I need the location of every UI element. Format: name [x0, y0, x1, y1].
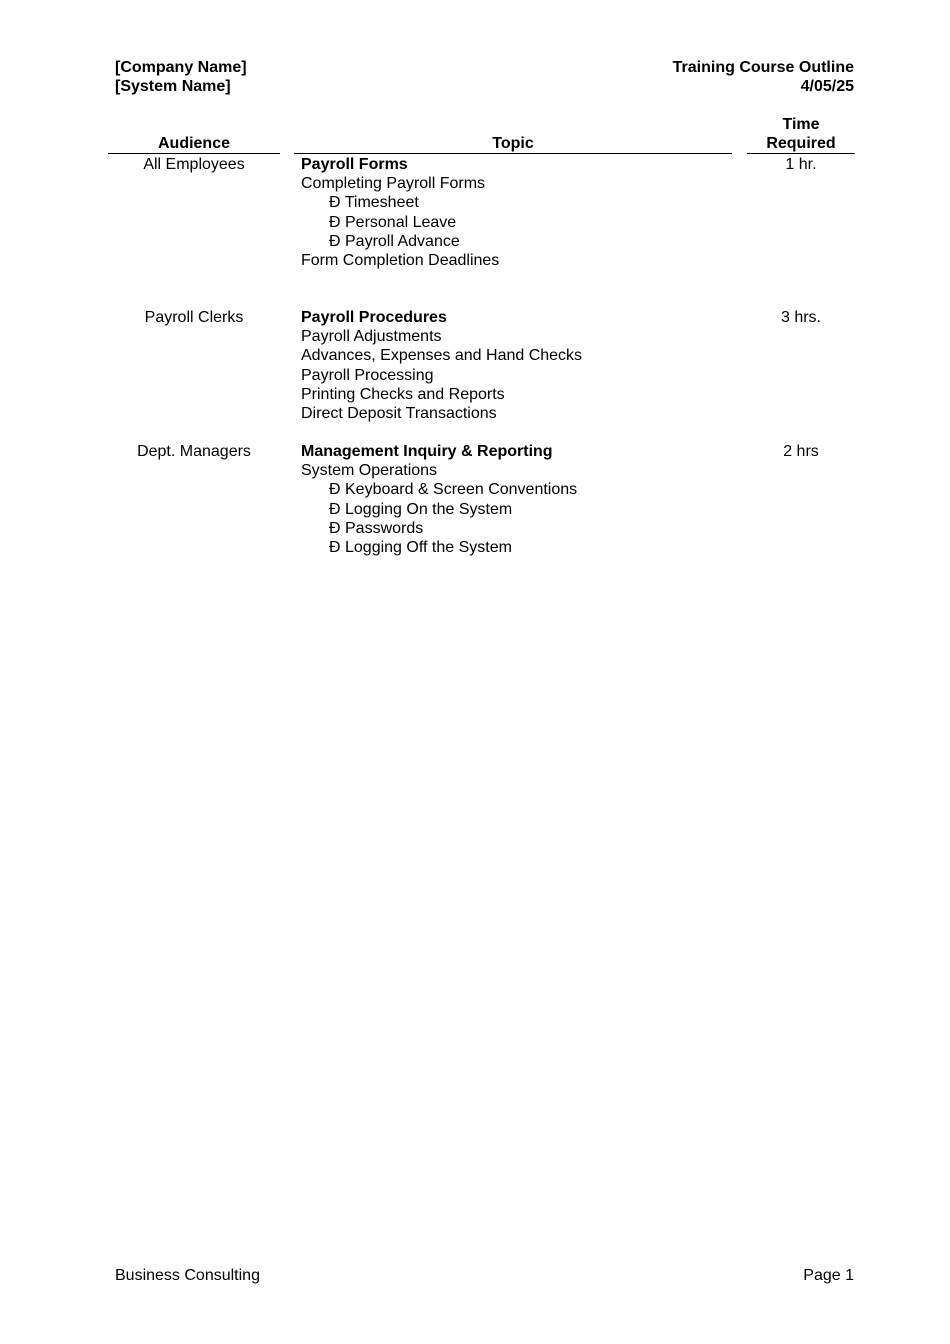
time-header-rule [747, 153, 855, 154]
topic-item: Form Completion Deadlines [301, 252, 500, 270]
topic-header-rule [294, 153, 732, 154]
topic-item: Completing Payroll Forms [301, 175, 486, 193]
company-name: [Company Name] [115, 59, 247, 76]
topic-item: Printing Checks and Reports [301, 385, 505, 403]
header-right [673, 58, 854, 96]
topic-subitem: Đ Timesheet [329, 194, 419, 212]
row-3-topic-title: Management Inquiry & Reporting [301, 443, 553, 460]
system-name: [System Name] [115, 78, 231, 95]
header-left [115, 58, 247, 96]
column-header-time [747, 115, 855, 153]
topic-subitem: Đ Logging On the System [329, 500, 513, 518]
row-2-audience: Payroll Clerks [144, 309, 244, 326]
audience-header-rule [108, 153, 280, 154]
row-3-time: 2 hrs [783, 443, 819, 460]
topic-subitem: Đ Payroll Advance [329, 232, 460, 250]
row-2-topic [301, 308, 731, 423]
row-3-topic [301, 442, 731, 557]
topic-subitem: Đ Personal Leave [329, 213, 457, 231]
topic-item: Payroll Processing [301, 366, 434, 384]
row-2-time: 3 hrs. [780, 309, 821, 326]
topic-item: Advances, Expenses and Hand Checks [301, 347, 583, 365]
time-header-line1: Time [782, 116, 820, 133]
document-title: Training Course Outline [672, 59, 854, 76]
topic-item: Direct Deposit Transactions [301, 405, 497, 423]
column-header-audience: Audience [157, 135, 230, 152]
column-header-topic: Topic [492, 135, 534, 152]
document-date: 4/05/25 [800, 78, 854, 95]
row-1-topic-title: Payroll Forms [301, 156, 408, 173]
row-1-audience: All Employees [143, 156, 245, 173]
topic-item: System Operations [301, 462, 438, 480]
topic-subitem: Đ Keyboard & Screen Conventions [329, 481, 578, 499]
topic-subitem: Đ Logging Off the System [329, 539, 512, 557]
row-3-audience: Dept. Managers [137, 443, 251, 460]
footer-company: Business Consulting [115, 1267, 260, 1284]
topic-item: Payroll Adjustments [301, 328, 442, 346]
topic-subitem: Đ Passwords [329, 519, 424, 537]
time-header-line2: Required [766, 135, 836, 152]
row-2-topic-title: Payroll Procedures [301, 309, 447, 326]
row-1-time: 1 hr. [785, 156, 817, 173]
row-1-topic [301, 155, 731, 270]
footer-page-number: Page 1 [803, 1267, 854, 1284]
